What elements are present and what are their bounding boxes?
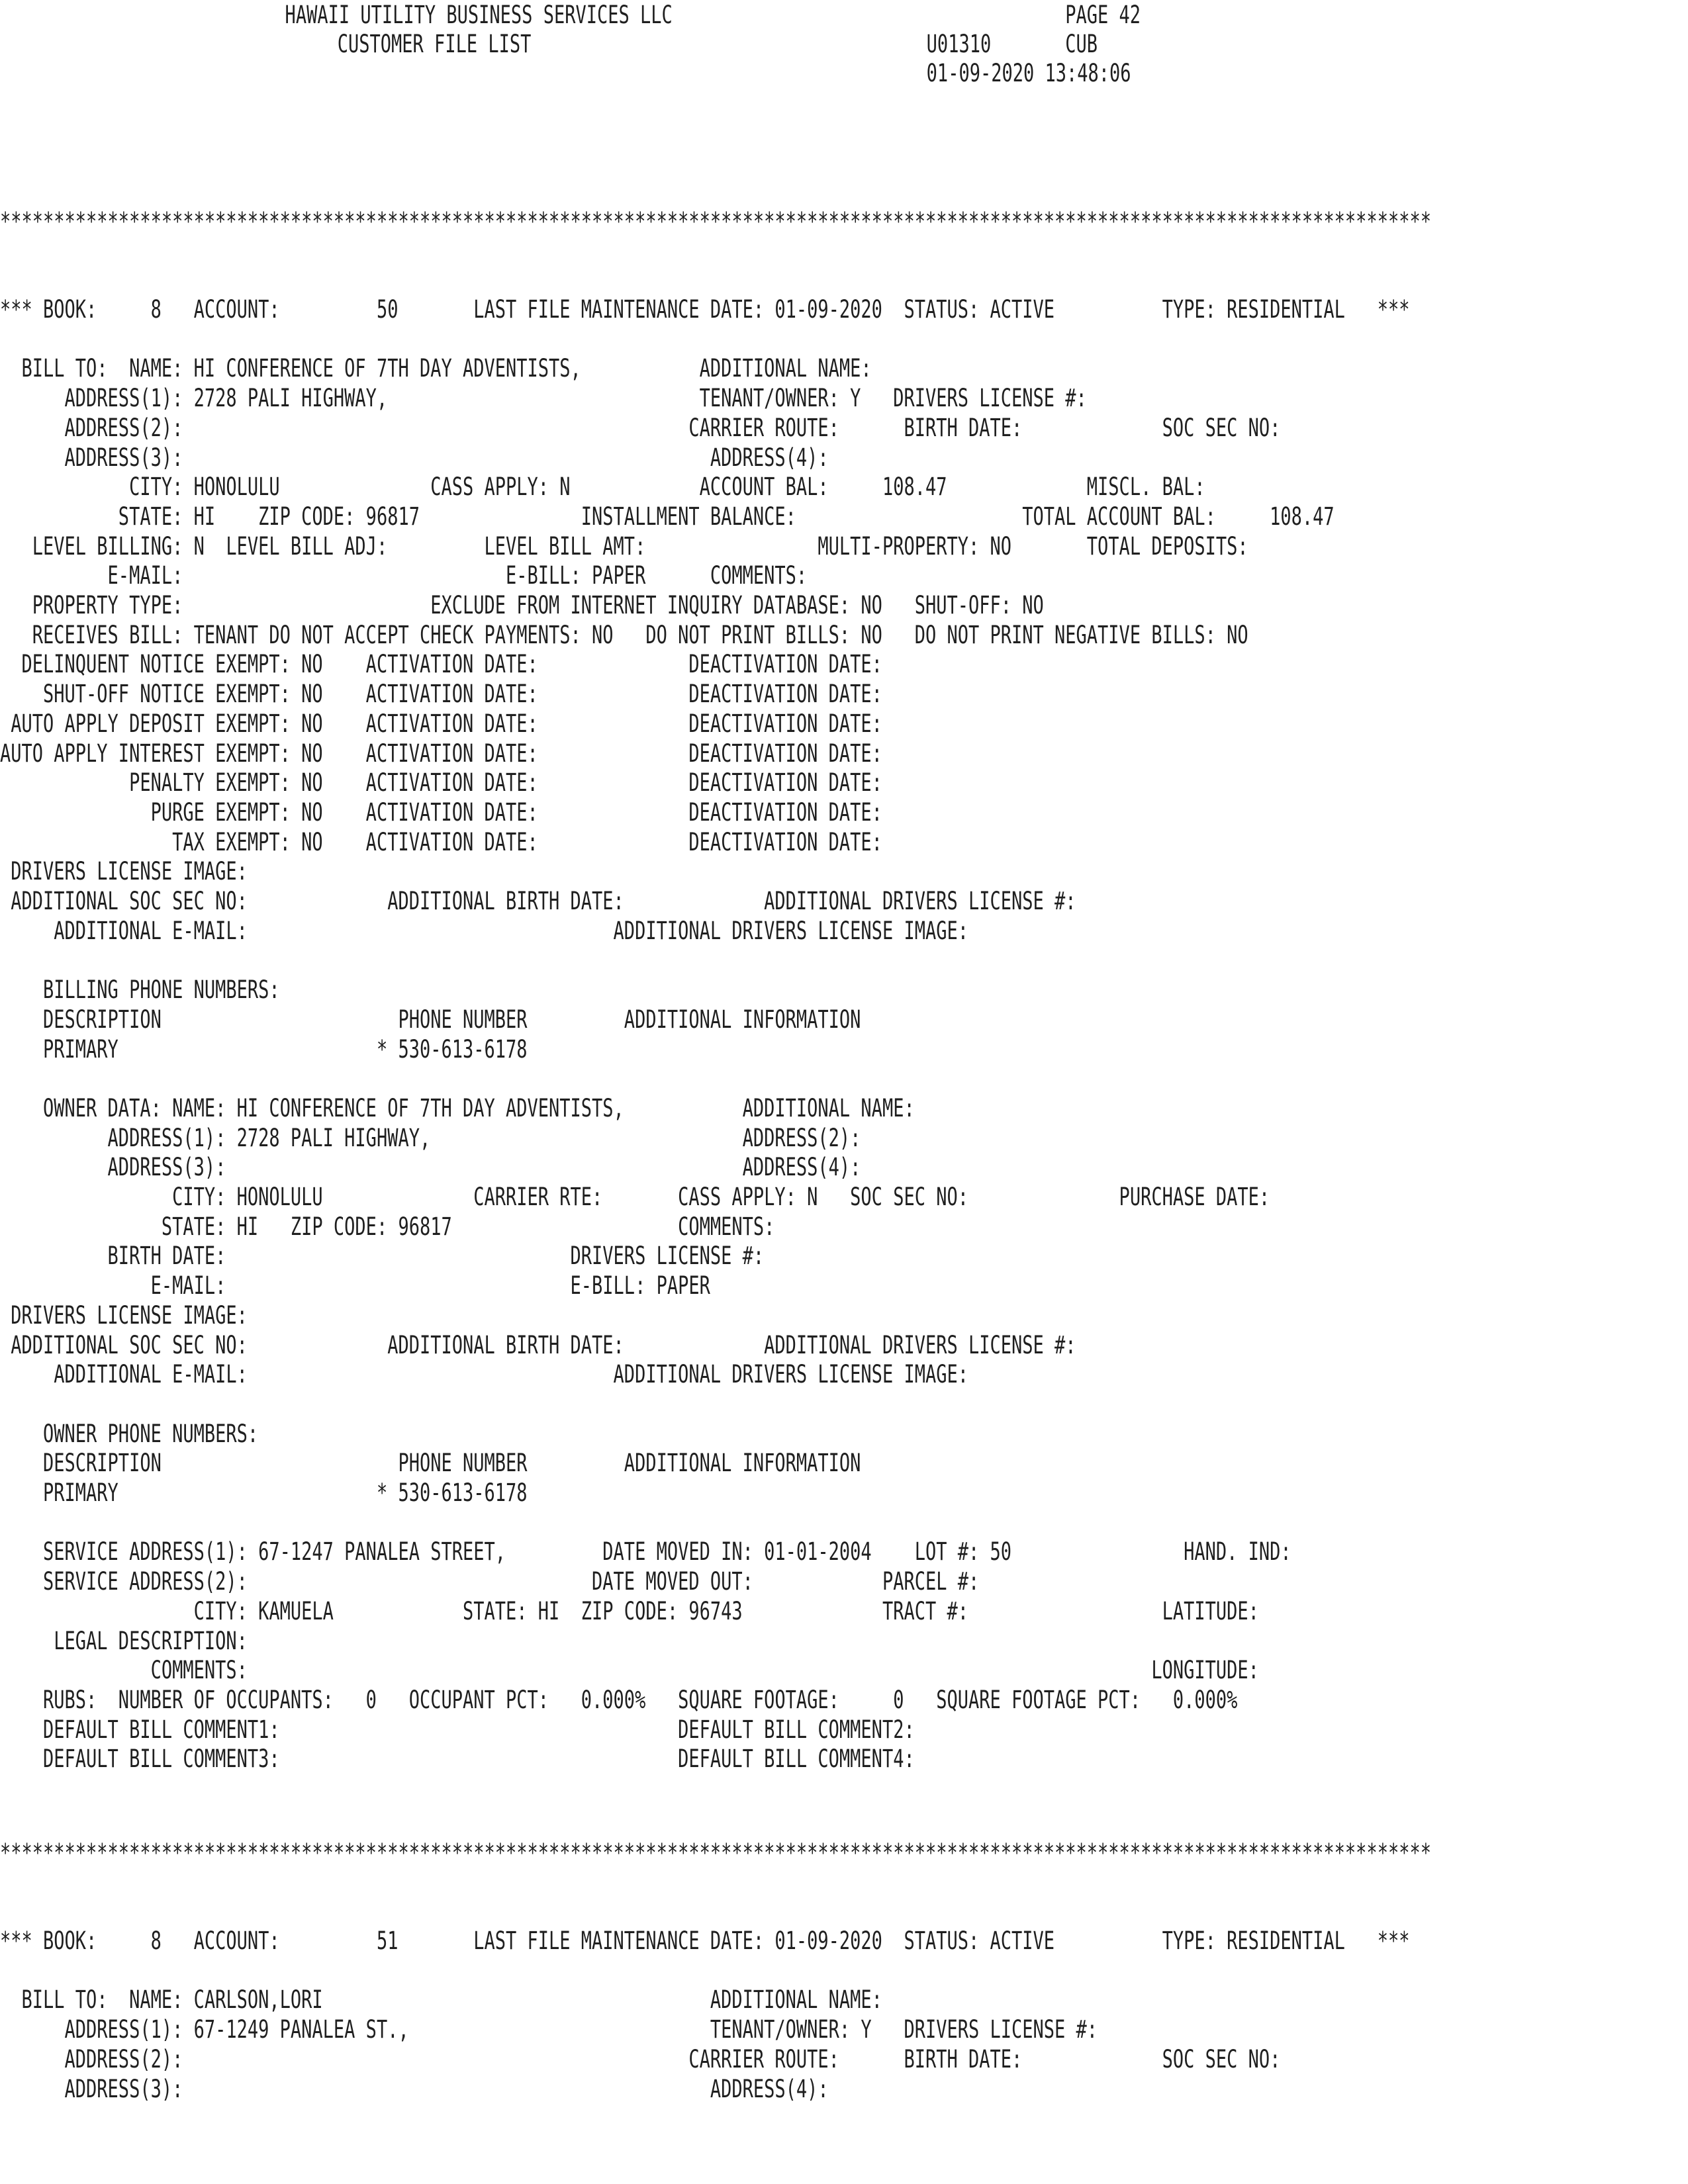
report-line: LEGAL DESCRIPTION: bbox=[0, 1625, 248, 1655]
report-line: ADDITIONAL SOC SEC NO: ADDITIONAL BIRTH DATE: ADDITIONAL DRIVERS LICENSE #: bbox=[0, 886, 1076, 915]
report-line: LEVEL BILLING: N LEVEL BILL ADJ: LEVEL BILL AMT: MULTI-PROPERTY: NO TOTAL DEPOSITS: bbox=[0, 531, 1248, 561]
report-line: DESCRIPTION PHONE NUMBER ADDITIONAL INFORMATION bbox=[0, 1448, 861, 1478]
report-line: DEFAULT BILL COMMENT3: DEFAULT BILL COMMENT4: bbox=[0, 1744, 915, 1774]
report-line: PURGE EXEMPT: NO ACTIVATION DATE: DEACTIVATION DATE: bbox=[0, 797, 882, 827]
report-line: PRIMARY * 530-613-6178 bbox=[0, 1034, 528, 1064]
report-line: DEFAULT BILL COMMENT1: DEFAULT BILL COMMENT2: bbox=[0, 1714, 915, 1744]
report-line: PENALTY EXEMPT: NO ACTIVATION DATE: DEACTIVATION DATE: bbox=[0, 768, 882, 797]
report-line: ADDRESS(1): 2728 PALI HIGHWAY, ADDRESS(2): bbox=[0, 1122, 861, 1152]
report-line: DRIVERS LICENSE IMAGE: bbox=[0, 856, 248, 886]
report-line: ADDRESS(3): ADDRESS(4): bbox=[0, 2073, 829, 2103]
program-code: CUB bbox=[1065, 29, 1098, 58]
report-line: SHUT-OFF NOTICE EXEMPT: NO ACTIVATION DATE: DEACTIVATION DATE: bbox=[0, 679, 882, 709]
report-line: AUTO APPLY DEPOSIT EXEMPT: NO ACTIVATION DATE: DEACTIVATION DATE: bbox=[0, 708, 882, 738]
report-line: ADDITIONAL E-MAIL: ADDITIONAL DRIVERS LICENSE IMAGE: bbox=[0, 1359, 968, 1389]
report-line: OWNER PHONE NUMBERS: bbox=[0, 1418, 259, 1448]
report-line: *** BOOK: 8 ACCOUNT: 51 LAST FILE MAINTENANCE DATE: 01-09-2020 STATUS: ACTIVE TYPE: RESIDENTIAL *** bbox=[0, 1926, 1410, 1955]
separator-line: ************************************************************************************************************************************* bbox=[0, 206, 1431, 236]
report-line: RUBS: NUMBER OF OCCUPANTS: 0 OCCUPANT PCT: 0.000% SQUARE FOOTAGE: 0 SQUARE FOOTAGE PCT: 0.000% bbox=[0, 1684, 1238, 1714]
report-line: DRIVERS LICENSE IMAGE: bbox=[0, 1300, 248, 1330]
report-line: E-MAIL: E-BILL: PAPER COMMENTS: bbox=[0, 561, 808, 590]
report-line: CITY: HONOLULU CARRIER RTE: CASS APPLY: N SOC SEC NO: PURCHASE DATE: bbox=[0, 1182, 1270, 1211]
report-line: AUTO APPLY INTEREST EXEMPT: NO ACTIVATION DATE: DEACTIVATION DATE: bbox=[0, 738, 882, 768]
report-line: BILL TO: NAME: CARLSON,LORI ADDITIONAL NAME: bbox=[0, 1985, 882, 2015]
report-line: ADDRESS(1): 2728 PALI HIGHWAY, TENANT/OWNER: Y DRIVERS LICENSE #: bbox=[0, 383, 1087, 413]
report-line: SERVICE ADDRESS(1): 67-1247 PANALEA STREET, DATE MOVED IN: 01-01-2004 LOT #: 50 HAND. IND: bbox=[0, 1537, 1291, 1567]
page-number: PAGE 42 bbox=[1065, 0, 1141, 29]
report-line: *** BOOK: 8 ACCOUNT: 50 LAST FILE MAINTENANCE DATE: 01-09-2020 STATUS: ACTIVE TYPE: RESIDENTIAL *** bbox=[0, 295, 1410, 324]
report-line: ADDITIONAL SOC SEC NO: ADDITIONAL BIRTH DATE: ADDITIONAL DRIVERS LICENSE #: bbox=[0, 1330, 1076, 1359]
run-datetime: 01-09-2020 13:48:06 bbox=[926, 58, 1131, 87]
report-line: BILL TO: NAME: HI CONFERENCE OF 7TH DAY ADVENTISTS, ADDITIONAL NAME: bbox=[0, 353, 872, 383]
report-line: ADDRESS(1): 67-1249 PANALEA ST., TENANT/OWNER: Y DRIVERS LICENSE #: bbox=[0, 2015, 1098, 2044]
report-line: DELINQUENT NOTICE EXEMPT: NO ACTIVATION DATE: DEACTIVATION DATE: bbox=[0, 649, 882, 679]
report-line: COMMENTS: LONGITUDE: bbox=[0, 1655, 1259, 1685]
report-line: PROPERTY TYPE: EXCLUDE FROM INTERNET INQUIRY DATABASE: NO SHUT-OFF: NO bbox=[0, 590, 1044, 619]
report-line: ADDRESS(3): ADDRESS(4): bbox=[0, 1152, 861, 1182]
program-id: U01310 bbox=[926, 29, 992, 58]
report-line: CITY: HONOLULU CASS APPLY: N ACCOUNT BAL: 108.47 MISCL. BAL: bbox=[0, 472, 1205, 502]
report-line: BILLING PHONE NUMBERS: bbox=[0, 975, 280, 1005]
report-line: E-MAIL: E-BILL: PAPER bbox=[0, 1271, 710, 1300]
report-line: BIRTH DATE: DRIVERS LICENSE #: bbox=[0, 1241, 765, 1271]
report-line: ADDRESS(3): ADDRESS(4): bbox=[0, 442, 829, 472]
report-title: CUSTOMER FILE LIST bbox=[337, 29, 532, 58]
report-line: RECEIVES BILL: TENANT DO NOT ACCEPT CHECK PAYMENTS: NO DO NOT PRINT BILLS: NO DO NOT PRINT NEGATIVE BILLS: NO bbox=[0, 619, 1248, 649]
report-line: ADDRESS(2): CARRIER ROUTE: BIRTH DATE: SOC SEC NO: bbox=[0, 2044, 1281, 2073]
report-line: CITY: KAMUELA STATE: HI ZIP CODE: 96743 TRACT #: LATITUDE: bbox=[0, 1596, 1259, 1625]
report-line: DESCRIPTION PHONE NUMBER ADDITIONAL INFORMATION bbox=[0, 1004, 861, 1034]
report-line: TAX EXEMPT: NO ACTIVATION DATE: DEACTIVATION DATE: bbox=[0, 827, 882, 856]
report-line: STATE: HI ZIP CODE: 96817 COMMENTS: bbox=[0, 1211, 775, 1241]
report-line: ADDRESS(2): CARRIER ROUTE: BIRTH DATE: SOC SEC NO: bbox=[0, 412, 1281, 442]
company-name: HAWAII UTILITY BUSINESS SERVICES LLC bbox=[285, 0, 673, 29]
report-line: SERVICE ADDRESS(2): DATE MOVED OUT: PARCEL #: bbox=[0, 1567, 980, 1596]
report-line: PRIMARY * 530-613-6178 bbox=[0, 1478, 528, 1507]
separator-line: ************************************************************************************************************************************* bbox=[0, 1838, 1431, 1867]
report-line: STATE: HI ZIP CODE: 96817 INSTALLMENT BALANCE: TOTAL ACCOUNT BAL: 108.47 bbox=[0, 501, 1335, 531]
report-line: ADDITIONAL E-MAIL: ADDITIONAL DRIVERS LICENSE IMAGE: bbox=[0, 915, 968, 945]
report-line: OWNER DATA: NAME: HI CONFERENCE OF 7TH DAY ADVENTISTS, ADDITIONAL NAME: bbox=[0, 1093, 915, 1122]
